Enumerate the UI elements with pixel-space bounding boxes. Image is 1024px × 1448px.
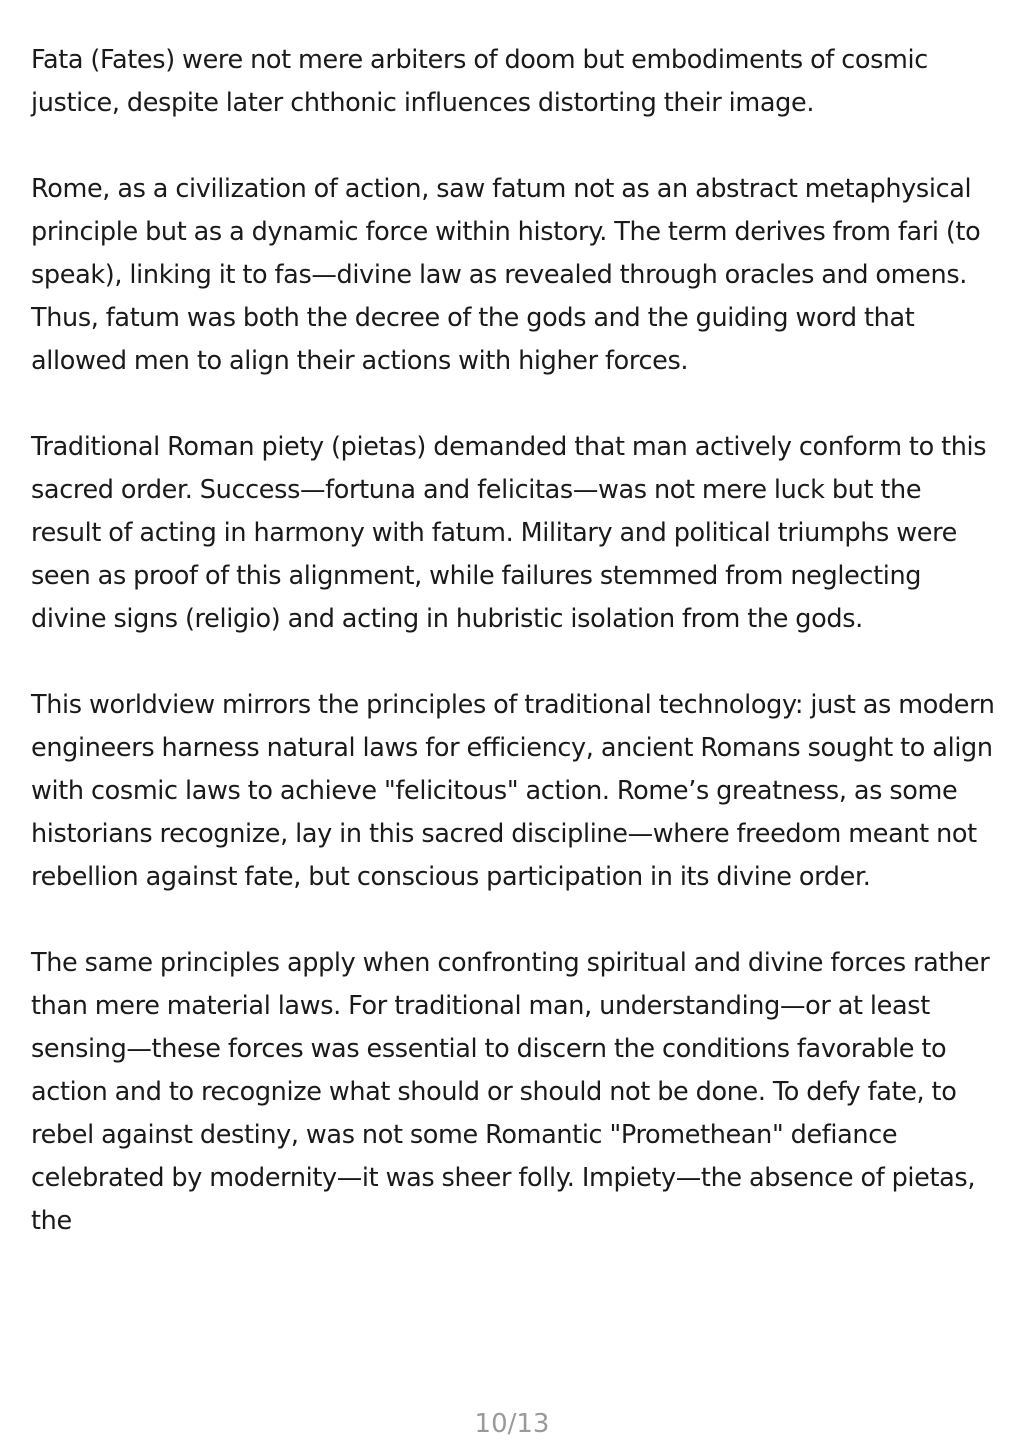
paragraph-5: The same principles apply when confronting spiritual and divine forces rather than mere material laws. For traditional man, understanding—or at least sensing—these forces was essential to discern the conditions favorable to action and to recognize what should or should not be done. To defy fate, to rebel against destiny, was not some Romantic "Promethean" defiance celebrated by modernity—it was sheer folly. Impiety—the absence of pietas, the — [31, 948, 990, 1236]
paragraph-3: Traditional Roman piety (pietas) demanded that man actively conform to this sacred order. Success—fortuna and felicitas—was not mere luck but the result of acting in harmony with fatum. Military and political triumphs were seen as proof of this alignment, while failures stemmed from neglecting divine signs (religio) and acting in hubristic isolation from the gods. — [31, 432, 987, 634]
page-indicator: 10/13 — [0, 1406, 1024, 1442]
paragraph-2: Rome, as a civilization of action, saw fatum not as an abstract metaphysical principle but as a dynamic force within history. The term derives from fari (to speak), linking it to fas—divine law as revealed through oracles and omens. Thus, fatum was both the decree of the gods and the guiding word that allowed men to align their actions with higher forces. — [31, 174, 981, 376]
text-body — [31, 39, 996, 1286]
paragraph-4: This worldview mirrors the principles of traditional technology: just as modern engineers harness natural laws for efficiency, ancient Romans sought to align with cosmic laws to achieve "felicitous" action. Rome’s greatness, as some historians recognize, lay in this sacred discipline—where freedom meant not rebellion against fate, but conscious participation in its divine order. — [31, 690, 995, 892]
paragraph-1: Fata (Fates) were not mere arbiters of doom but embodiments of cosmic justice, despite later chthonic influences distorting their image. — [31, 45, 928, 118]
